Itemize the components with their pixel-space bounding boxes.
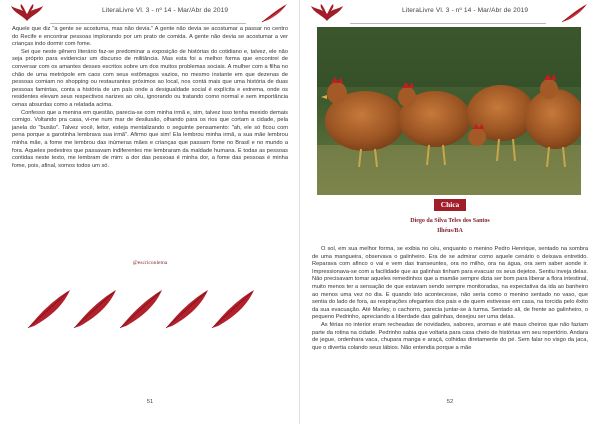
quill-icon <box>556 3 590 23</box>
page-number: 51 <box>146 399 154 405</box>
chickens-photo <box>317 27 581 195</box>
paragraph: Sei que neste gênero literário faz-se predominar a exposição de histórias do cotidiano e, talvez, ele não seja próprio para evidenciar um discurso de militância. Mas esta foi a melhor forma que encontrei de conversar com os amantes desses escritos sobre um dos muitos problemas sociais. A mulher com a filha no chão de uma metrópole em caos com seus estômagos vazios, no mesmo instante em que dezenas de pessoas comiam no shopping ou restaurantes próximos ao local, nos contá mais que uma história de duas pessoas famintas, conta a história de um país onde a desigualdade social é explícita e extrema, onde os residentes elevam seus respectivos narizes ao céu, ignorando ou tratando como normal e sem importância cenas absurdas como a relatada acima. <box>12 48 288 108</box>
header-text: LiteraLivre Vl. 3 - nº 14 - Mar/Abr de 2019 <box>402 7 529 14</box>
header-rule <box>350 23 546 24</box>
author-location: Ilhéus/BA <box>437 228 463 234</box>
quill-icon <box>256 3 290 23</box>
right-page <box>300 0 600 424</box>
author-name: Diego da Silva Teles dos Santos <box>410 218 490 224</box>
paragraph: Confesso que a menina em questão, parecia-se com minha irmã e, sim, talvez isso tenha mexido demais comigo. Voltando pra casa, vi-me num mar de desilusão, olhando para os rios que cortam a cidade, pela janela do "busão". Talvez você, leitor, esteja mentalizando o seguinte pensamento: "ah, ele só ficou com pena porque a garotinha lembrava sua irmã". Afirmo que sim! Ela lembrou minha irmã, a sua mãe lembrou minha mãe, a fome me lembrou das inúmeras mães e crianças que passam fome no Brasil e no mundo a fora. Aqueles pedestres que passavam indiferentes me lembraram da maldade humana. E todas as pessoas contidas neste texto, me lembram de mim: a dor das pessoas é minha dor, a fome das pessoas é minha fome, pois, afinal, somos todos um só. <box>12 109 288 169</box>
header-rule <box>50 23 246 24</box>
header-text: LiteraLivre Vl. 3 - nº 14 - Mar/Abr de 2019 <box>102 7 229 14</box>
story-title: Chica <box>434 199 466 211</box>
body-text <box>312 246 588 352</box>
bird-logo-icon <box>310 3 344 23</box>
page-number: 52 <box>446 399 454 405</box>
bird-logo-icon <box>10 3 44 23</box>
body-text <box>12 26 288 170</box>
paragraph: Aquele que diz "a gente se acostuma, mas não devia." A gente não devia se acostumar a passar no centro do Recife e encontrar pessoas implorando por um prato de comida. A gente não devia se acostumar a ver crianças indo dormir com fome. <box>12 26 288 48</box>
page-header <box>10 3 290 23</box>
author-handle: @escriconlema <box>132 260 168 266</box>
paragraph: As férias no interior eram recheadas de novidades, sabores, aromas e até maus cheiros que não faziam parte da rotina na cidade. Pedrinho sabia que voltaria para casa cheio de histórias em seu repertório. Andara de jegue, ordenhara vaca, chupara manga e araçá, colhidas diretamente do pé. Sem falar no visgo da jaca, que o divertia colando seus lábios. Não entendia porque a mãe <box>312 321 588 351</box>
paragraph: O sol, em sua melhor forma, se exibia no céu, enquanto o menino Pedro Henrique, sentado na sombra de uma mangueira, observava o galinheiro. Era de se admirar como aquele cenário o deixava entretido. Reparava com afinco o vai e vem das transeuntes, ora no milho, ora na água, ora sem saber aonde ir. Impressionava-se com a facilidade que as galinhas tinham para evacuar os seus dejetos. Sentiu inveja delas. Não precisavam tomar aqueles remedinhos que a mamãe sempre dizia ser bom para liberar a flora intestinal, muito menos ter a sensação de que estavam sendo sempre monitoradas, na expectativa da ida ao banheiro ao menos uma vez no dia. E quando isto acontecesse, não seria como o menino sentado no vaso, que sentia do lado de fora, as respirações ofegantes dos pais e de quem estivesse em casa, na torcida pelo êxito da sua evacuação. Até Marley, o cachorro, parecia juntar-se à turma. Sentado ali, de frente ao galinheiro, o pequeno Pedrinho, apreciando a liberdade das galinhas, desejou ser uma delas. <box>312 246 589 321</box>
page-header <box>310 3 590 23</box>
feather-icon <box>24 286 274 330</box>
